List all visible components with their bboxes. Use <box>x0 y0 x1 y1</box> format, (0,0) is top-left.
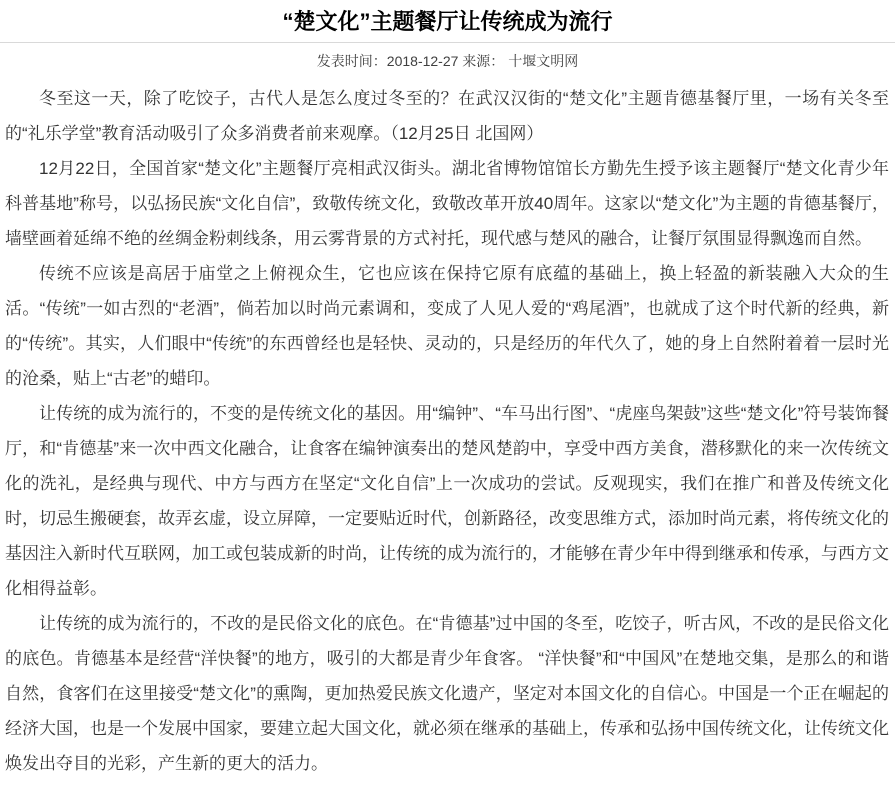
paragraph: 让传统的成为流行的，不改的是民俗文化的底色。在“肯德基”过中国的冬至，吃饺子，听古风，不改的是民俗文化的底色。肯德基本是经营“洋快餐”的地方，吸引的大都是青少年食客。 “洋快餐”和“中国风”在楚地交集，是那么的和谐自然，食客们在这里接受“楚文化”的熏陶，更加热爱民族文化遗产，坚定对本国文化的自信心。中国是一个正在崛起的经济大国，也是一个发展中国家，要建立起大国文化，就必须在继承的基础上，传承和弘扬中国传统文化，让传统文化焕发出夺目的光彩，产生新的更大的活力。 <box>5 614 889 773</box>
paragraph: 传统不应该是高居于庙堂之上俯视众生，它也应该在保持它原有底蕴的基础上，换上轻盈的新装融入大众的生活。“传统”一如古烈的“老酒”，倘若加以时尚元素调和，变成了人见人爱的“鸡尾酒”，也就成了这个时代新的经典，新的“传统”。其实，人们眼中“传统”的东西曾经也是轻快、灵动的，只是经历的年代久了，她的身上自然附着着一层时光的沧桑，贴上“古老”的蜡印。 <box>5 264 889 388</box>
article-body <box>0 76 895 795</box>
source-label: 来源： <box>458 53 509 69</box>
source-name: 十堰文明网 <box>508 53 579 69</box>
paragraph: 12月22日，全国首家“楚文化”主题餐厅亮相武汉街头。湖北省博物馆馆长方勤先生授予该主题餐厅“楚文化青少年科普基地”称号，以弘扬民族“文化自信”，致敬传统文化，致敬改革开放40周年。这家以“楚文化”为主题的肯德基餐厅，墙壁画着延绵不绝的丝绸金粉刺线条，用云雾背景的方式衬托，现代感与楚风的融合，让餐厅氛围显得飘逸而自然。 <box>5 159 889 248</box>
article-meta <box>0 43 895 76</box>
paragraph: 冬至这一天，除了吃饺子，古代人是怎么度过冬至的？在武汉汉街的“楚文化”主题肯德基餐厅里，一场有关冬至的“礼乐学堂”教育活动吸引了众多消费者前来观摩。（12月25日 北国网） <box>5 89 889 143</box>
publish-date: 2018-12-27 <box>386 53 459 69</box>
page-title: “楚文化”主题餐厅让传统成为流行 <box>282 9 613 34</box>
paragraph: 让传统的成为流行的，不变的是传统文化的基因。用“编钟”、“车马出行图”、“虎座鸟架鼓”这些“楚文化”符号装饰餐厅，和“肯德基”来一次中西文化融合，让食客在编钟演奏出的楚风楚韵中，享受中西方美食，潜移默化的来一次传统文化的洗礼，是经典与现代、中方与西方在坚定“文化自信”上一次成功的尝试。反观现实，我们在推广和普及传统文化时，切忌生搬硬套，故弄玄虚，设立屏障，一定要贴近时代，创新路径，改变思维方式，添加时尚元素，将传统文化的基因注入新时代互联网，加工或包装成新的时尚，让传统的成为流行的，才能够在青少年中得到继承和传承，与西方文化相得益彰。 <box>5 404 889 598</box>
publish-time-label: 发表时间： <box>316 53 387 69</box>
